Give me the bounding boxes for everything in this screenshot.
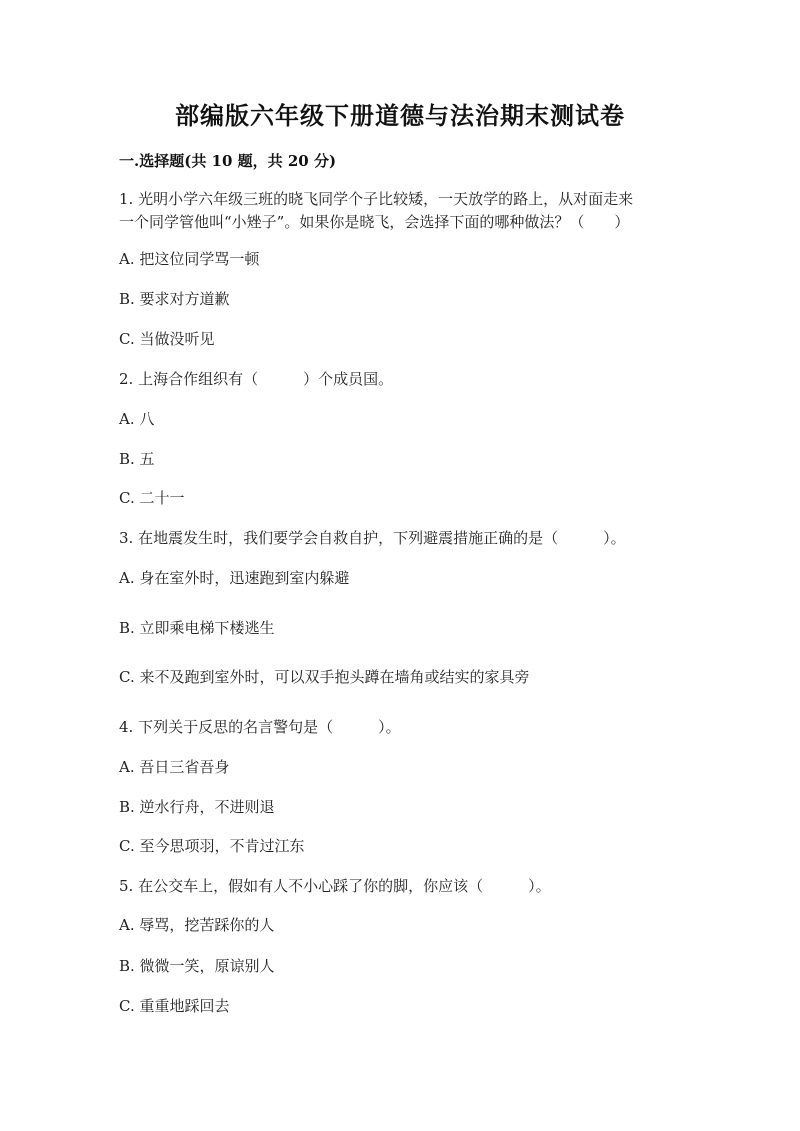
question-5-option-c: C. 重重地踩回去	[119, 997, 230, 1015]
question-4-option-a: A. 吾日三省吾身	[119, 758, 230, 776]
question-1-stem-line-1: 1. 光明小学六年级三班的晓飞同学个子比较矮，一天放学的路上，从对面走来	[119, 190, 634, 208]
question-4-stem: 4. 下列关于反思的名言警句是（ ）。	[119, 718, 401, 736]
exam-title: 部编版六年级下册道德与法治期末测试卷	[175, 101, 625, 130]
question-4-option-b: B. 逆水行舟，不进则退	[119, 798, 275, 816]
question-3-option-a: A. 身在室外时，迅速跑到室内躲避	[119, 569, 350, 587]
question-3-option-b: B. 立即乘电梯下楼逃生	[119, 619, 275, 637]
question-3-option-c: C. 来不及跑到室外时，可以双手抱头蹲在墙角或结实的家具旁	[119, 668, 530, 686]
question-2-stem: 2. 上海合作组织有（ ）个成员国。	[119, 370, 394, 388]
section-heading: 一.选择题(共 10 题，共 20 分)	[119, 152, 337, 170]
question-1-stem-line-2: 一个同学管他叫“小矬子”。如果你是晓飞，会选择下面的哪种做法？（ ）	[119, 213, 630, 231]
question-5-option-a: A. 辱骂，挖苦踩你的人	[119, 916, 275, 934]
question-1-option-c: C. 当做没听见	[119, 330, 215, 348]
question-2-option-c: C. 二十一	[119, 489, 185, 507]
question-5-option-b: B. 微微一笑，原谅别人	[119, 957, 275, 975]
question-4-option-c: C. 至今思项羽，不肯过江东	[119, 837, 305, 855]
question-5-stem: 5. 在公交车上，假如有人不小心踩了你的脚，你应该（ ）。	[119, 877, 551, 895]
question-1-option-b: B. 要求对方道歉	[119, 290, 230, 308]
question-2-option-b: B. 五	[119, 450, 155, 468]
question-1-option-a: A. 把这位同学骂一顿	[119, 250, 260, 268]
question-2-option-a: A. 八	[119, 410, 155, 428]
question-3-stem: 3. 在地震发生时，我们要学会自救自护，下列避震措施正确的是（ ）。	[119, 529, 626, 547]
